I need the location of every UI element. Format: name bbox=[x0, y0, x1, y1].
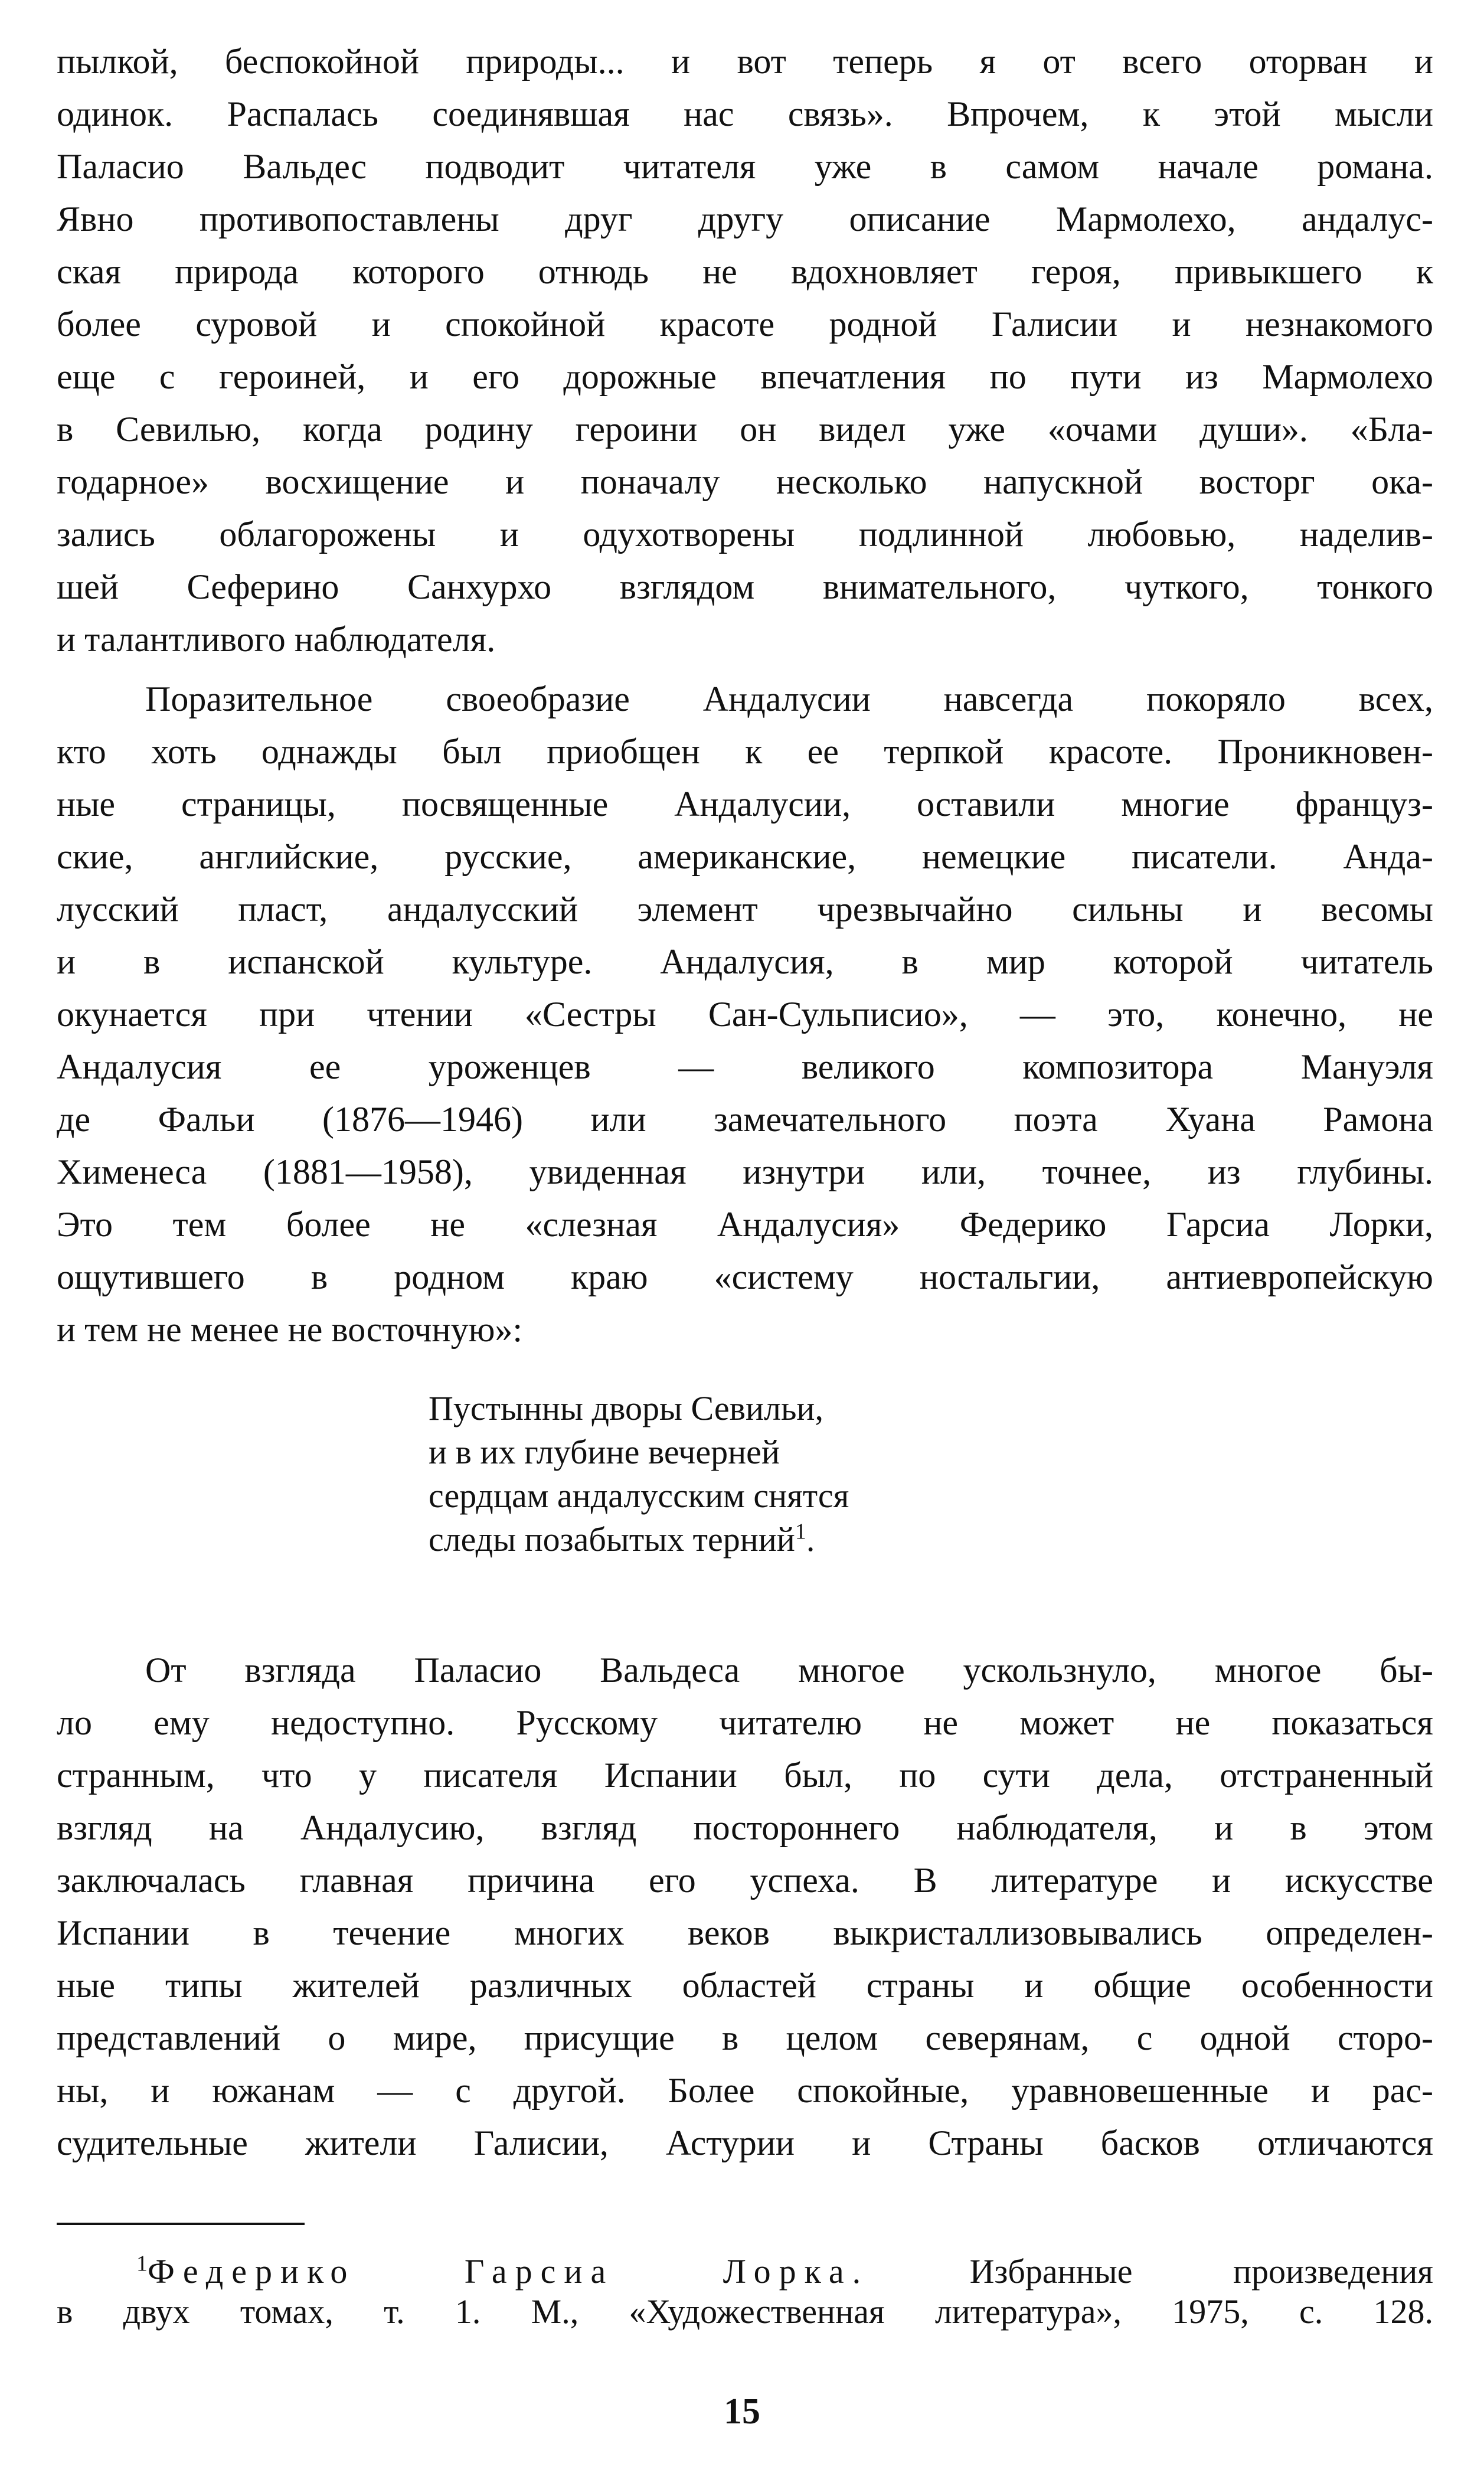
page-number: 15 bbox=[724, 2391, 760, 2432]
poem-line-last bbox=[429, 1518, 1433, 1561]
paragraph-2 bbox=[57, 673, 1433, 1356]
footnote-divider bbox=[57, 2223, 305, 2225]
text-line: одинок. Распалась соединявшая нас связь». Впрочем, к этой мысли bbox=[57, 94, 1433, 133]
text-line: заключалась главная причина его успеха. В литературе и искусстве bbox=[57, 1861, 1433, 1900]
text-line: в Севилью, когда родину героини он видел уже «очами души». «Бла- bbox=[57, 410, 1433, 449]
text-line: пылкой, беспокойной природы... и вот теперь я от всего оторван и bbox=[57, 42, 1433, 81]
poem-quote bbox=[429, 1387, 1433, 1561]
text-line: более суровой и спокойной красоте родной Галисии и незнакомого bbox=[57, 305, 1433, 344]
text-line: Андалусия ее уроженцев — великого композитора Мануэля bbox=[57, 1047, 1433, 1086]
poem-line-end: . bbox=[806, 1520, 815, 1559]
poem-line: сердцам андалусским снятся bbox=[429, 1476, 849, 1515]
poem-line: и в их глубине вечерней bbox=[429, 1433, 780, 1471]
text-line: годарное» восхищение и поначалу несколько напускной восторг ока- bbox=[57, 462, 1433, 501]
footnote-reference[interactable]: 1 bbox=[795, 1519, 806, 1544]
text-line: зались облагорожены и одухотворены подлинной любовью, наделив- bbox=[57, 515, 1433, 554]
text-line: и в испанской культуре. Андалусия, в мир которой читатель bbox=[57, 942, 1433, 981]
text-line: Явно противопоставлены друг другу описание Мармолехо, андалус- bbox=[57, 200, 1433, 239]
text-line: лусский пласт, андалусский элемент чрезвычайно сильны и весомы bbox=[57, 890, 1433, 929]
text-line: ны, и южанам — с другой. Более спокойные, уравновешенные и рас- bbox=[57, 2071, 1433, 2110]
text-line: и талантливого наблюдателя. bbox=[57, 620, 496, 659]
footnote-author: Федерико Гарсиа Лорка. bbox=[148, 2252, 870, 2291]
paragraph-1 bbox=[57, 35, 1433, 666]
text-line: От взгляда Паласио Вальдеса многое ускользнуло, многое бы- bbox=[145, 1651, 1433, 1690]
poem-line: Пустынны дворы Севильи, bbox=[429, 1389, 823, 1427]
text-line: ские, английские, русские, американские, немецкие писатели. Анда- bbox=[57, 837, 1433, 876]
footnote-mark: 1 bbox=[136, 2251, 148, 2276]
text-line: ская природа которого отнюдь не вдохновляет героя, привыкшего к bbox=[57, 252, 1433, 291]
text-line: и тем не менее не восточную»: bbox=[57, 1310, 523, 1349]
page-body bbox=[57, 35, 1433, 2170]
text-line: Паласио Вальдес подводит читателя уже в самом начале романа. bbox=[57, 147, 1433, 186]
paragraph-3 bbox=[57, 1644, 1433, 2170]
text-line: странным, что у писателя Испании был, по сути дела, отстраненный bbox=[57, 1756, 1433, 1795]
text-line: шей Сеферино Санхурхо взглядом внимательного, чуткого, тонкого bbox=[57, 567, 1433, 606]
text-line: Хименеса (1881—1958), увиденная изнутри или, точнее, из глубины. bbox=[57, 1152, 1433, 1191]
text-line: Это тем более не «слезная Андалусия» Федерико Гарсиа Лорки, bbox=[57, 1205, 1433, 1244]
text-line: ощутившего в родном краю «систему ностальгии, антиевропейскую bbox=[57, 1257, 1433, 1296]
text-line: окунается при чтении «Сестры Сан-Сульписио», — это, конечно, не bbox=[57, 995, 1433, 1034]
text-line: ные типы жителей различных областей страны и общие особенности bbox=[57, 1966, 1433, 2005]
text-line: взгляд на Андалусию, взгляд постороннего наблюдателя, и в этом bbox=[57, 1808, 1433, 1847]
text-line: ло ему недоступно. Русскому читателю не может не показаться bbox=[57, 1703, 1433, 1742]
footnote-title: Избранные произведения bbox=[969, 2252, 1433, 2291]
poem-line-text: следы позабытых терний bbox=[429, 1520, 795, 1559]
footnote bbox=[57, 2252, 1433, 2332]
text-line: представлений о мире, присущие в целом северянам, с одной сторо- bbox=[57, 2018, 1433, 2057]
text-line: ные страницы, посвященные Андалусии, оставили многие француз- bbox=[57, 785, 1433, 824]
text-line: кто хоть однажды был приобщен к ее терпкой красоте. Проникновен- bbox=[57, 732, 1433, 771]
text-line: Испании в течение многих веков выкристаллизовывались определен- bbox=[57, 1913, 1433, 1952]
footnote-line-2: в двух томах, т. 1. М., «Художественная литература», 1975, с. 128. bbox=[57, 2292, 1433, 2331]
text-line: еще с героиней, и его дорожные впечатления по пути из Мармолехо bbox=[57, 357, 1433, 396]
footnote-line-1 bbox=[57, 2252, 1433, 2292]
text-line: судительные жители Галисии, Астурии и Страны басков отличаются bbox=[57, 2123, 1433, 2162]
text-line: де Фальи (1876—1946) или замечательного поэта Хуана Рамона bbox=[57, 1100, 1433, 1139]
text-line: Поразительное своеобразие Андалусии навсегда покоряло всех, bbox=[145, 679, 1433, 718]
